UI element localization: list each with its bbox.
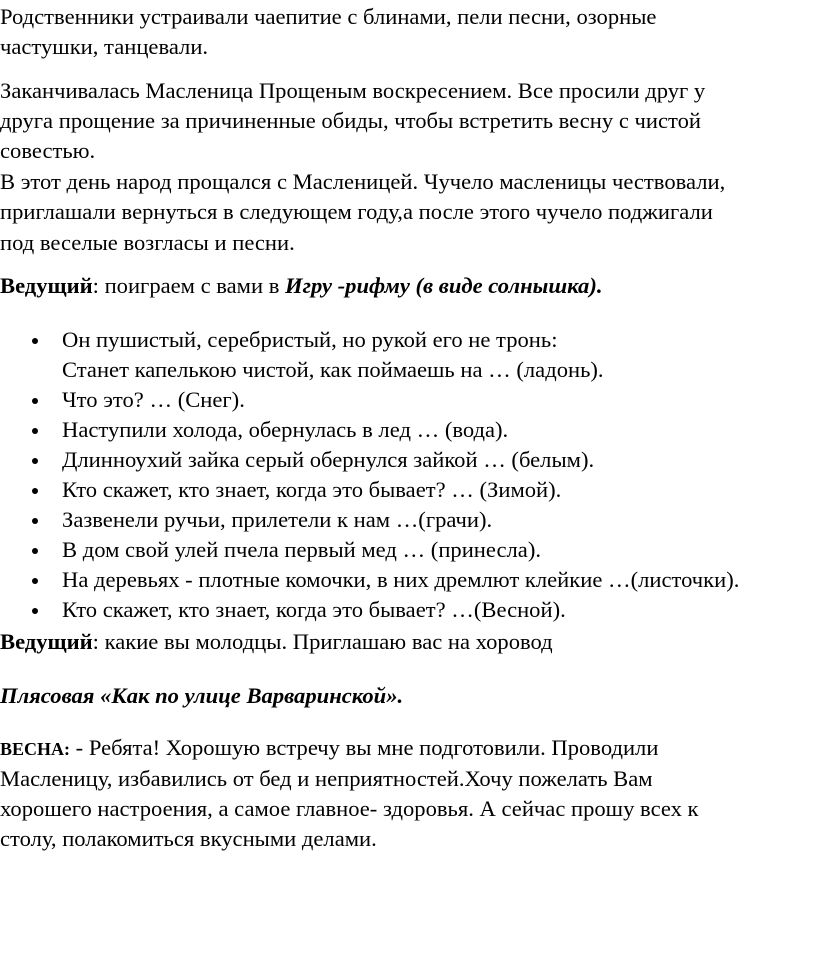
- dance-title: Плясовая «Как по улице Варваринской».: [0, 683, 404, 708]
- spring-text: - Ребята! Хорошую встречу вы мне подготовили. Проводили: [70, 735, 659, 760]
- spring-speaker: ВЕСНА:: [0, 739, 71, 759]
- host-text: : какие вы молодцы. Приглашаю вас на хоровод: [92, 629, 553, 654]
- riddle-text: На деревьях - плотные комочки, в них дремлют клейкие …(листочки).: [62, 567, 740, 592]
- paragraph-1-line-1: Родственники устраивали чаепитие с блинами, пели песни, озорные: [0, 4, 657, 29]
- host-line-1: [0, 271, 603, 301]
- bullet-dot-icon: [32, 608, 38, 614]
- riddle-text: Он пушистый, серебристый, но рукой его не тронь:: [62, 327, 558, 352]
- bullet-dot-icon: [32, 578, 38, 584]
- riddle-text: Зазвенели ручьи, прилетели к нам …(грачи).: [62, 507, 493, 532]
- spring-line-1: [0, 733, 658, 764]
- list-item: [0, 535, 816, 565]
- bullet-dot-icon: [32, 458, 38, 464]
- bullet-dot-icon: [32, 398, 38, 404]
- riddle-text: Кто скажет, кто знает, когда это бывает? …(Весной).: [62, 597, 566, 622]
- riddle-text: Наступили холода, обернулась в лед … (вода).: [62, 417, 509, 442]
- riddle-text: Длинноухий зайка серый обернулся зайкой … (белым).: [62, 447, 595, 472]
- host-speaker: Ведущий: [0, 273, 93, 298]
- riddle-text: Что это? … (Снег).: [62, 387, 245, 412]
- paragraph-2-line-1: Заканчивалась Масленица Прощеным воскресением. Все просили друг у: [0, 78, 706, 103]
- riddle-text: Кто скажет, кто знает, когда это бывает? … (Зимой).: [62, 477, 562, 502]
- spring-line-4: столу, полакомиться вкусными делами.: [0, 826, 377, 851]
- spring-line-3: хорошего настроения, а самое главное- здоровья. А сейчас прошу всех к: [0, 796, 699, 821]
- host-speaker: Ведущий: [0, 629, 93, 654]
- paragraph-3-line-3: под веселые возгласы и песни.: [0, 230, 295, 255]
- paragraph-1-line-2: частушки, танцевали.: [0, 34, 209, 59]
- spring-line-2: Масленицу, избавились от бед и неприятностей.Хочу пожелать Вам: [0, 766, 653, 791]
- host-line-2: [0, 627, 553, 657]
- list-item: [0, 475, 816, 505]
- bullet-dot-icon: [32, 338, 38, 344]
- paragraph-3-line-2: приглашали вернуться в следующем году,а после этого чучело поджигали: [0, 199, 713, 224]
- list-item: [0, 385, 816, 415]
- list-item: [0, 415, 816, 445]
- list-item: [0, 505, 816, 535]
- list-item: [0, 565, 816, 595]
- list-item: [0, 445, 816, 475]
- riddle-text: В дом свой улей пчела первый мед … (принесла).: [62, 537, 541, 562]
- bullet-dot-icon: [32, 488, 38, 494]
- bullet-dot-icon: [32, 548, 38, 554]
- bullet-dot-icon: [32, 518, 38, 524]
- paragraph-2-line-3: совестью.: [0, 138, 96, 163]
- riddle-list: [0, 325, 816, 625]
- riddle-text-continued: Станет капелькою чистой, как поймаешь на … (ладонь).: [62, 357, 604, 382]
- paragraph-3-line-1: В этот день народ прощался с Масленицей. Чучело масленицы чествовали,: [0, 169, 726, 194]
- bullet-dot-icon: [32, 428, 38, 434]
- game-title: Игру -рифму (в виде солнышка).: [285, 273, 603, 298]
- list-item: [0, 325, 816, 385]
- host-text: : поиграем с вами в: [92, 273, 286, 298]
- list-item: [0, 595, 816, 625]
- paragraph-2-line-2: друга прощение за причиненные обиды, чтобы встретить весну с чистой: [0, 108, 701, 133]
